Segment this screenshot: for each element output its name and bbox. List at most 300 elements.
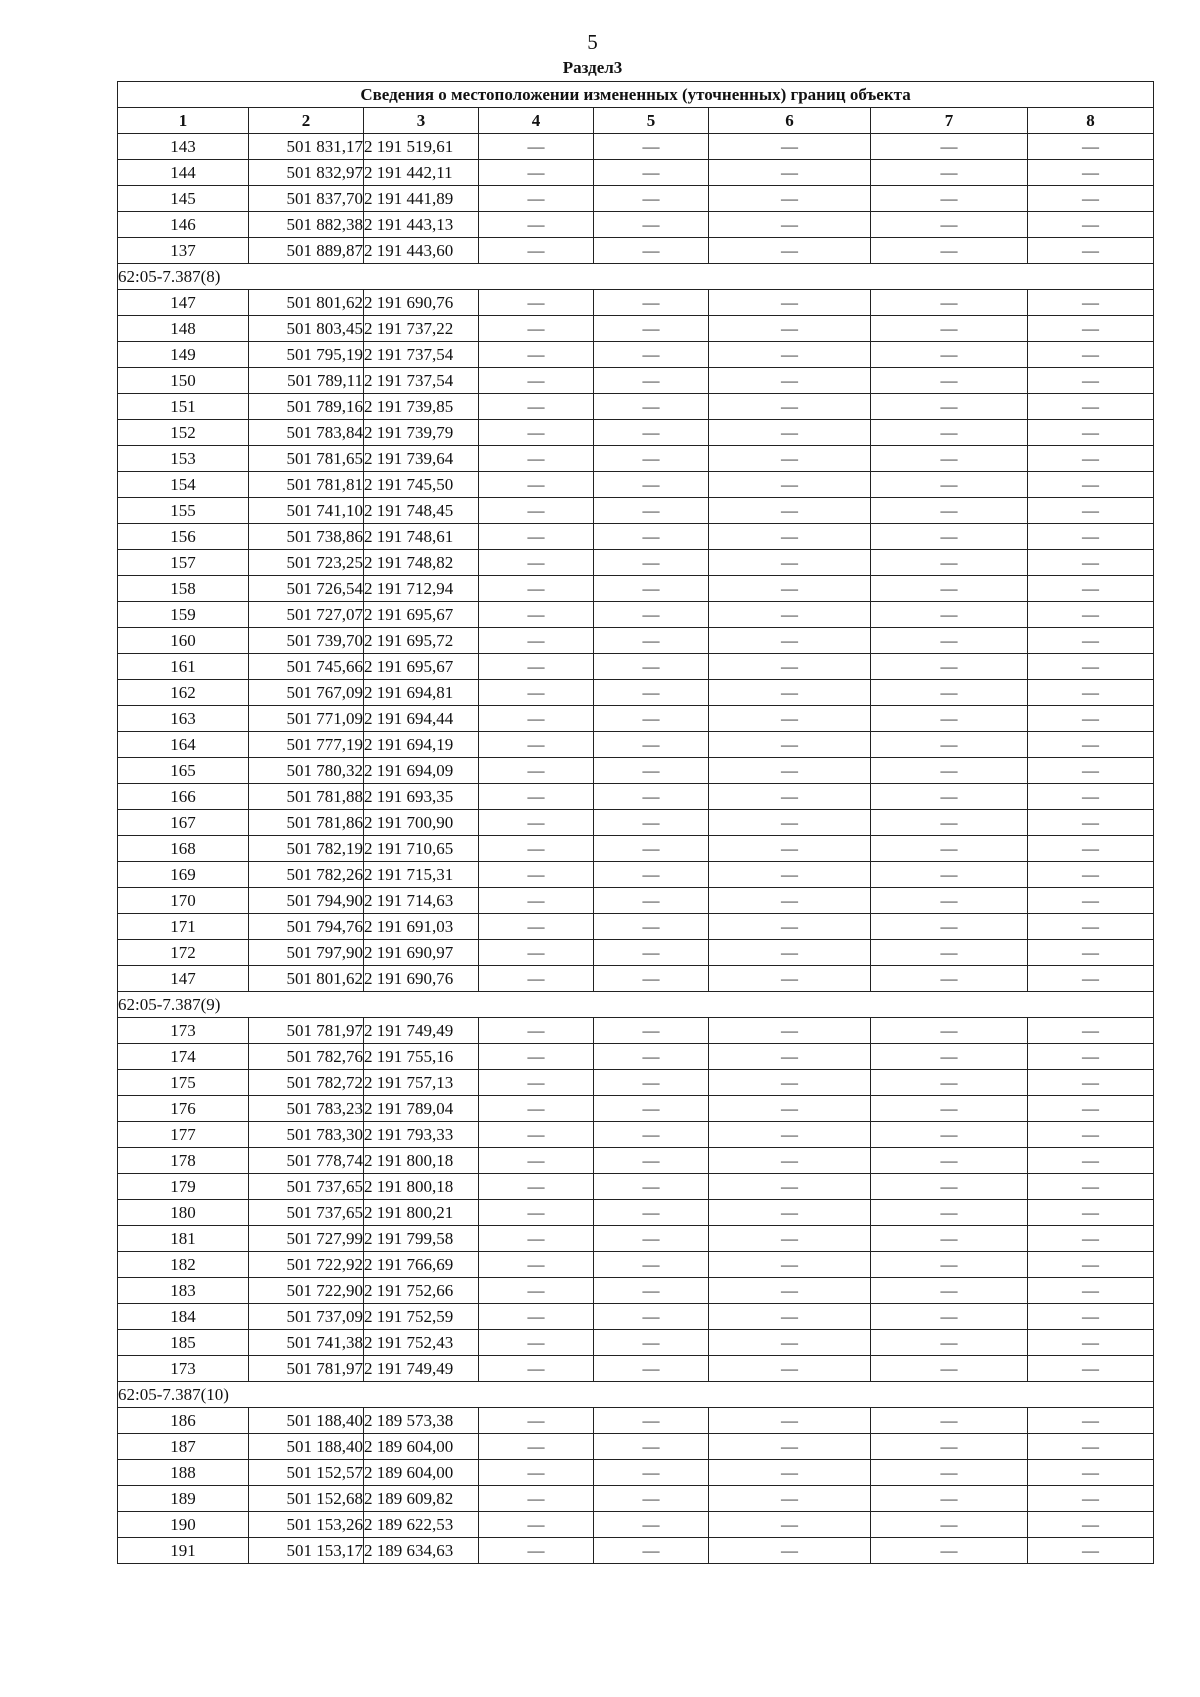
empty-value-cell: — — [709, 342, 871, 368]
group-header-row — [118, 992, 1154, 1018]
y-coordinate-cell: 2 189 604,00 — [364, 1460, 479, 1486]
point-number-cell: 144 — [118, 160, 249, 186]
empty-value-cell: — — [594, 1200, 709, 1226]
empty-value-cell: — — [709, 1460, 871, 1486]
table-row — [118, 1330, 1154, 1356]
table-row — [118, 446, 1154, 472]
empty-value-cell: — — [871, 316, 1028, 342]
column-number: 1 — [118, 108, 249, 134]
point-number-cell: 173 — [118, 1018, 249, 1044]
empty-value-cell: — — [479, 1486, 594, 1512]
empty-value-cell: — — [1028, 862, 1154, 888]
empty-value-cell: — — [594, 1434, 709, 1460]
y-coordinate-cell: 2 189 622,53 — [364, 1512, 479, 1538]
table-row — [118, 576, 1154, 602]
x-coordinate-cell: 501 889,87 — [249, 238, 364, 264]
empty-value-cell: — — [709, 1434, 871, 1460]
y-coordinate-cell: 2 191 793,33 — [364, 1122, 479, 1148]
empty-value-cell: — — [594, 1408, 709, 1434]
empty-value-cell: — — [594, 1096, 709, 1122]
y-coordinate-cell: 2 191 752,43 — [364, 1330, 479, 1356]
empty-value-cell: — — [1028, 966, 1154, 992]
y-coordinate-cell: 2 191 694,09 — [364, 758, 479, 784]
y-coordinate-cell: 2 191 739,85 — [364, 394, 479, 420]
empty-value-cell: — — [479, 732, 594, 758]
y-coordinate-cell: 2 191 748,82 — [364, 550, 479, 576]
x-coordinate-cell: 501 831,17 — [249, 134, 364, 160]
empty-value-cell: — — [709, 888, 871, 914]
point-number-cell: 176 — [118, 1096, 249, 1122]
empty-value-cell: — — [709, 732, 871, 758]
section-title: Раздел3 — [562, 58, 623, 77]
empty-value-cell: — — [709, 810, 871, 836]
x-coordinate-cell: 501 782,19 — [249, 836, 364, 862]
empty-value-cell: — — [1028, 732, 1154, 758]
empty-value-cell: — — [1028, 1356, 1154, 1382]
empty-value-cell: — — [594, 862, 709, 888]
empty-value-cell: — — [709, 1018, 871, 1044]
empty-value-cell: — — [479, 342, 594, 368]
y-coordinate-cell: 2 191 715,31 — [364, 862, 479, 888]
x-coordinate-cell: 501 789,11 — [249, 368, 364, 394]
empty-value-cell: — — [709, 628, 871, 654]
point-number-cell: 153 — [118, 446, 249, 472]
empty-value-cell: — — [709, 1148, 871, 1174]
point-number-cell: 164 — [118, 732, 249, 758]
point-number-cell: 173 — [118, 1356, 249, 1382]
empty-value-cell: — — [709, 706, 871, 732]
y-coordinate-cell: 2 191 519,61 — [364, 134, 479, 160]
empty-value-cell: — — [479, 1278, 594, 1304]
x-coordinate-cell: 501 778,74 — [249, 1148, 364, 1174]
empty-value-cell: — — [1028, 888, 1154, 914]
table-row — [118, 524, 1154, 550]
x-coordinate-cell: 501 777,19 — [249, 732, 364, 758]
table-row — [118, 420, 1154, 446]
x-coordinate-cell: 501 782,76 — [249, 1044, 364, 1070]
empty-value-cell: — — [1028, 472, 1154, 498]
empty-value-cell: — — [594, 732, 709, 758]
y-coordinate-cell: 2 191 737,54 — [364, 342, 479, 368]
empty-value-cell: — — [479, 420, 594, 446]
empty-value-cell: — — [709, 1330, 871, 1356]
empty-value-cell: — — [594, 1486, 709, 1512]
y-coordinate-cell: 2 191 739,64 — [364, 446, 479, 472]
empty-value-cell: — — [871, 680, 1028, 706]
empty-value-cell: — — [709, 654, 871, 680]
empty-value-cell: — — [479, 1538, 594, 1564]
empty-value-cell: — — [1028, 1278, 1154, 1304]
x-coordinate-cell: 501 153,17 — [249, 1538, 364, 1564]
empty-value-cell: — — [871, 212, 1028, 238]
empty-value-cell: — — [871, 940, 1028, 966]
x-coordinate-cell: 501 781,65 — [249, 446, 364, 472]
y-coordinate-cell: 2 191 739,79 — [364, 420, 479, 446]
y-coordinate-cell: 2 189 604,00 — [364, 1434, 479, 1460]
y-coordinate-cell: 2 191 755,16 — [364, 1044, 479, 1070]
empty-value-cell: — — [709, 1512, 871, 1538]
empty-value-cell: — — [594, 1252, 709, 1278]
table-row — [118, 966, 1154, 992]
table-row — [118, 1356, 1154, 1382]
empty-value-cell: — — [709, 1174, 871, 1200]
table-row — [118, 1512, 1154, 1538]
y-coordinate-cell: 2 191 766,69 — [364, 1252, 479, 1278]
empty-value-cell: — — [709, 1408, 871, 1434]
empty-value-cell: — — [479, 1304, 594, 1330]
parcel-group-label: 62:05-7.387(8) — [118, 264, 1154, 290]
parcel-group-label: 62:05-7.387(10) — [118, 1382, 1154, 1408]
table-row — [118, 706, 1154, 732]
point-number-cell: 170 — [118, 888, 249, 914]
empty-value-cell: — — [1028, 1460, 1154, 1486]
empty-value-cell: — — [709, 966, 871, 992]
point-number-cell: 158 — [118, 576, 249, 602]
empty-value-cell: — — [479, 1148, 594, 1174]
y-coordinate-cell: 2 191 714,63 — [364, 888, 479, 914]
empty-value-cell: — — [594, 1018, 709, 1044]
group-header-row — [118, 264, 1154, 290]
table-row — [118, 1304, 1154, 1330]
table-row — [118, 1434, 1154, 1460]
x-coordinate-cell: 501 153,26 — [249, 1512, 364, 1538]
y-coordinate-cell: 2 191 443,60 — [364, 238, 479, 264]
empty-value-cell: — — [1028, 1330, 1154, 1356]
empty-value-cell: — — [479, 238, 594, 264]
empty-value-cell: — — [1028, 316, 1154, 342]
y-coordinate-cell: 2 191 748,45 — [364, 498, 479, 524]
empty-value-cell: — — [479, 914, 594, 940]
empty-value-cell: — — [871, 914, 1028, 940]
table-row — [118, 290, 1154, 316]
x-coordinate-cell: 501 783,84 — [249, 420, 364, 446]
table-row — [118, 888, 1154, 914]
table-row — [118, 160, 1154, 186]
empty-value-cell: — — [479, 628, 594, 654]
x-coordinate-cell: 501 781,88 — [249, 784, 364, 810]
empty-value-cell: — — [594, 1538, 709, 1564]
empty-value-cell: — — [871, 524, 1028, 550]
y-coordinate-cell: 2 191 695,67 — [364, 654, 479, 680]
empty-value-cell: — — [871, 368, 1028, 394]
x-coordinate-cell: 501 737,65 — [249, 1200, 364, 1226]
point-number-cell: 161 — [118, 654, 249, 680]
y-coordinate-cell: 2 191 443,13 — [364, 212, 479, 238]
table-row — [118, 394, 1154, 420]
x-coordinate-cell: 501 797,90 — [249, 940, 364, 966]
empty-value-cell: — — [709, 1122, 871, 1148]
empty-value-cell: — — [871, 550, 1028, 576]
empty-value-cell: — — [871, 628, 1028, 654]
empty-value-cell: — — [594, 498, 709, 524]
empty-value-cell: — — [479, 862, 594, 888]
empty-value-cell: — — [1028, 810, 1154, 836]
empty-value-cell: — — [1028, 1512, 1154, 1538]
empty-value-cell: — — [479, 576, 594, 602]
empty-value-cell: — — [871, 420, 1028, 446]
point-number-cell: 178 — [118, 1148, 249, 1174]
empty-value-cell: — — [594, 1304, 709, 1330]
point-number-cell: 147 — [118, 966, 249, 992]
point-number-cell: 167 — [118, 810, 249, 836]
empty-value-cell: — — [871, 1512, 1028, 1538]
empty-value-cell: — — [594, 628, 709, 654]
empty-value-cell: — — [1028, 1252, 1154, 1278]
empty-value-cell: — — [1028, 186, 1154, 212]
y-coordinate-cell: 2 191 690,97 — [364, 940, 479, 966]
point-number-cell: 168 — [118, 836, 249, 862]
point-number-cell: 150 — [118, 368, 249, 394]
empty-value-cell: — — [1028, 576, 1154, 602]
empty-value-cell: — — [479, 472, 594, 498]
empty-value-cell: — — [479, 1356, 594, 1382]
empty-value-cell: — — [871, 576, 1028, 602]
empty-value-cell: — — [594, 1148, 709, 1174]
empty-value-cell: — — [594, 550, 709, 576]
empty-value-cell: — — [594, 342, 709, 368]
empty-value-cell: — — [871, 862, 1028, 888]
y-coordinate-cell: 2 191 757,13 — [364, 1070, 479, 1096]
point-number-cell: 148 — [118, 316, 249, 342]
x-coordinate-cell: 501 737,09 — [249, 1304, 364, 1330]
empty-value-cell: — — [1028, 1122, 1154, 1148]
empty-value-cell: — — [594, 680, 709, 706]
empty-value-cell: — — [709, 1096, 871, 1122]
x-coordinate-cell: 501 801,62 — [249, 290, 364, 316]
empty-value-cell: — — [871, 1252, 1028, 1278]
group-header-row — [118, 1382, 1154, 1408]
empty-value-cell: — — [871, 1070, 1028, 1096]
empty-value-cell: — — [709, 212, 871, 238]
empty-value-cell: — — [594, 1122, 709, 1148]
empty-value-cell: — — [1028, 1486, 1154, 1512]
empty-value-cell: — — [871, 134, 1028, 160]
empty-value-cell: — — [1028, 550, 1154, 576]
empty-value-cell: — — [1028, 1408, 1154, 1434]
empty-value-cell: — — [1028, 1044, 1154, 1070]
empty-value-cell: — — [594, 160, 709, 186]
empty-value-cell: — — [871, 654, 1028, 680]
empty-value-cell: — — [871, 1330, 1028, 1356]
empty-value-cell: — — [871, 784, 1028, 810]
x-coordinate-cell: 501 152,68 — [249, 1486, 364, 1512]
point-number-cell: 191 — [118, 1538, 249, 1564]
empty-value-cell: — — [479, 706, 594, 732]
empty-value-cell: — — [479, 680, 594, 706]
empty-value-cell: — — [1028, 836, 1154, 862]
x-coordinate-cell: 501 722,90 — [249, 1278, 364, 1304]
empty-value-cell: — — [479, 1044, 594, 1070]
x-coordinate-cell: 501 741,38 — [249, 1330, 364, 1356]
empty-value-cell: — — [709, 1278, 871, 1304]
empty-value-cell: — — [594, 290, 709, 316]
table-row — [118, 1096, 1154, 1122]
x-coordinate-cell: 501 794,90 — [249, 888, 364, 914]
point-number-cell: 188 — [118, 1460, 249, 1486]
x-coordinate-cell: 501 783,23 — [249, 1096, 364, 1122]
y-coordinate-cell: 2 191 712,94 — [364, 576, 479, 602]
table-row — [118, 602, 1154, 628]
empty-value-cell: — — [1028, 1070, 1154, 1096]
y-coordinate-cell: 2 189 634,63 — [364, 1538, 479, 1564]
table-row — [118, 680, 1154, 706]
empty-value-cell: — — [871, 1486, 1028, 1512]
empty-value-cell: — — [594, 316, 709, 342]
table-row — [118, 628, 1154, 654]
table-row — [118, 1018, 1154, 1044]
point-number-cell: 143 — [118, 134, 249, 160]
empty-value-cell: — — [709, 524, 871, 550]
empty-value-cell: — — [1028, 394, 1154, 420]
table-row — [118, 1070, 1154, 1096]
point-number-cell: 172 — [118, 940, 249, 966]
empty-value-cell: — — [1028, 914, 1154, 940]
x-coordinate-cell: 501 741,10 — [249, 498, 364, 524]
point-number-cell: 145 — [118, 186, 249, 212]
empty-value-cell: — — [1028, 1538, 1154, 1564]
parcel-group-label: 62:05-7.387(9) — [118, 992, 1154, 1018]
table-row — [118, 550, 1154, 576]
empty-value-cell: — — [1028, 134, 1154, 160]
empty-value-cell: — — [871, 1460, 1028, 1486]
empty-value-cell: — — [871, 1096, 1028, 1122]
point-number-cell: 184 — [118, 1304, 249, 1330]
empty-value-cell: — — [871, 498, 1028, 524]
table-caption: Сведения о местоположении измененных (уточненных) границ объекта — [118, 82, 1154, 108]
page-number: 5 — [587, 30, 598, 54]
empty-value-cell: — — [871, 732, 1028, 758]
empty-value-cell: — — [479, 160, 594, 186]
empty-value-cell: — — [709, 186, 871, 212]
table-row — [118, 134, 1154, 160]
empty-value-cell: — — [709, 1200, 871, 1226]
table-row — [118, 1044, 1154, 1070]
empty-value-cell: — — [479, 1200, 594, 1226]
x-coordinate-cell: 501 794,76 — [249, 914, 364, 940]
point-number-cell: 149 — [118, 342, 249, 368]
empty-value-cell: — — [594, 888, 709, 914]
table-row — [118, 940, 1154, 966]
x-coordinate-cell: 501 726,54 — [249, 576, 364, 602]
empty-value-cell: — — [709, 238, 871, 264]
empty-value-cell: — — [594, 1070, 709, 1096]
y-coordinate-cell: 2 191 441,89 — [364, 186, 479, 212]
y-coordinate-cell: 2 191 710,65 — [364, 836, 479, 862]
empty-value-cell: — — [594, 836, 709, 862]
empty-value-cell: — — [1028, 290, 1154, 316]
point-number-cell: 160 — [118, 628, 249, 654]
y-coordinate-cell: 2 191 737,54 — [364, 368, 479, 394]
empty-value-cell: — — [1028, 784, 1154, 810]
point-number-cell: 156 — [118, 524, 249, 550]
empty-value-cell: — — [479, 368, 594, 394]
empty-value-cell: — — [1028, 1200, 1154, 1226]
table-row — [118, 1122, 1154, 1148]
empty-value-cell: — — [709, 940, 871, 966]
y-coordinate-cell: 2 191 695,72 — [364, 628, 479, 654]
empty-value-cell: — — [594, 810, 709, 836]
empty-value-cell: — — [594, 1226, 709, 1252]
empty-value-cell: — — [871, 1148, 1028, 1174]
empty-value-cell: — — [1028, 420, 1154, 446]
empty-value-cell: — — [594, 576, 709, 602]
empty-value-cell: — — [709, 758, 871, 784]
x-coordinate-cell: 501 727,99 — [249, 1226, 364, 1252]
table-row — [118, 1460, 1154, 1486]
empty-value-cell: — — [479, 1226, 594, 1252]
y-coordinate-cell: 2 191 800,18 — [364, 1148, 479, 1174]
empty-value-cell: — — [594, 602, 709, 628]
empty-value-cell: — — [709, 420, 871, 446]
empty-value-cell: — — [709, 446, 871, 472]
empty-value-cell: — — [479, 1252, 594, 1278]
table-row — [118, 472, 1154, 498]
y-coordinate-cell: 2 191 800,21 — [364, 1200, 479, 1226]
y-coordinate-cell: 2 191 752,66 — [364, 1278, 479, 1304]
point-number-cell: 152 — [118, 420, 249, 446]
y-coordinate-cell: 2 191 694,44 — [364, 706, 479, 732]
empty-value-cell: — — [871, 160, 1028, 186]
empty-value-cell: — — [709, 1304, 871, 1330]
empty-value-cell: — — [1028, 1434, 1154, 1460]
empty-value-cell: — — [479, 1174, 594, 1200]
point-number-cell: 186 — [118, 1408, 249, 1434]
table-row — [118, 1148, 1154, 1174]
empty-value-cell: — — [871, 602, 1028, 628]
empty-value-cell: — — [1028, 1096, 1154, 1122]
y-coordinate-cell: 2 191 700,90 — [364, 810, 479, 836]
empty-value-cell: — — [709, 368, 871, 394]
y-coordinate-cell: 2 189 609,82 — [364, 1486, 479, 1512]
empty-value-cell: — — [479, 524, 594, 550]
table-row — [118, 1486, 1154, 1512]
column-number: 5 — [594, 108, 709, 134]
x-coordinate-cell: 501 781,97 — [249, 1018, 364, 1044]
point-number-cell: 187 — [118, 1434, 249, 1460]
empty-value-cell: — — [871, 888, 1028, 914]
point-number-cell: 162 — [118, 680, 249, 706]
empty-value-cell: — — [594, 238, 709, 264]
empty-value-cell: — — [871, 1226, 1028, 1252]
empty-value-cell: — — [479, 316, 594, 342]
empty-value-cell: — — [1028, 368, 1154, 394]
empty-value-cell: — — [709, 316, 871, 342]
y-coordinate-cell: 2 191 737,22 — [364, 316, 479, 342]
x-coordinate-cell: 501 882,38 — [249, 212, 364, 238]
empty-value-cell: — — [479, 1122, 594, 1148]
empty-value-cell: — — [479, 810, 594, 836]
empty-value-cell: — — [1028, 1226, 1154, 1252]
empty-value-cell: — — [871, 1304, 1028, 1330]
empty-value-cell: — — [709, 1538, 871, 1564]
point-number-cell: 155 — [118, 498, 249, 524]
empty-value-cell: — — [709, 914, 871, 940]
empty-value-cell: — — [479, 654, 594, 680]
empty-value-cell: — — [594, 784, 709, 810]
x-coordinate-cell: 501 781,81 — [249, 472, 364, 498]
empty-value-cell: — — [479, 1408, 594, 1434]
x-coordinate-cell: 501 781,86 — [249, 810, 364, 836]
empty-value-cell: — — [594, 1330, 709, 1356]
y-coordinate-cell: 2 191 752,59 — [364, 1304, 479, 1330]
empty-value-cell: — — [594, 1512, 709, 1538]
empty-value-cell: — — [479, 394, 594, 420]
empty-value-cell: — — [1028, 1018, 1154, 1044]
empty-value-cell: — — [871, 966, 1028, 992]
table-row — [118, 212, 1154, 238]
empty-value-cell: — — [594, 706, 709, 732]
empty-value-cell: — — [594, 420, 709, 446]
